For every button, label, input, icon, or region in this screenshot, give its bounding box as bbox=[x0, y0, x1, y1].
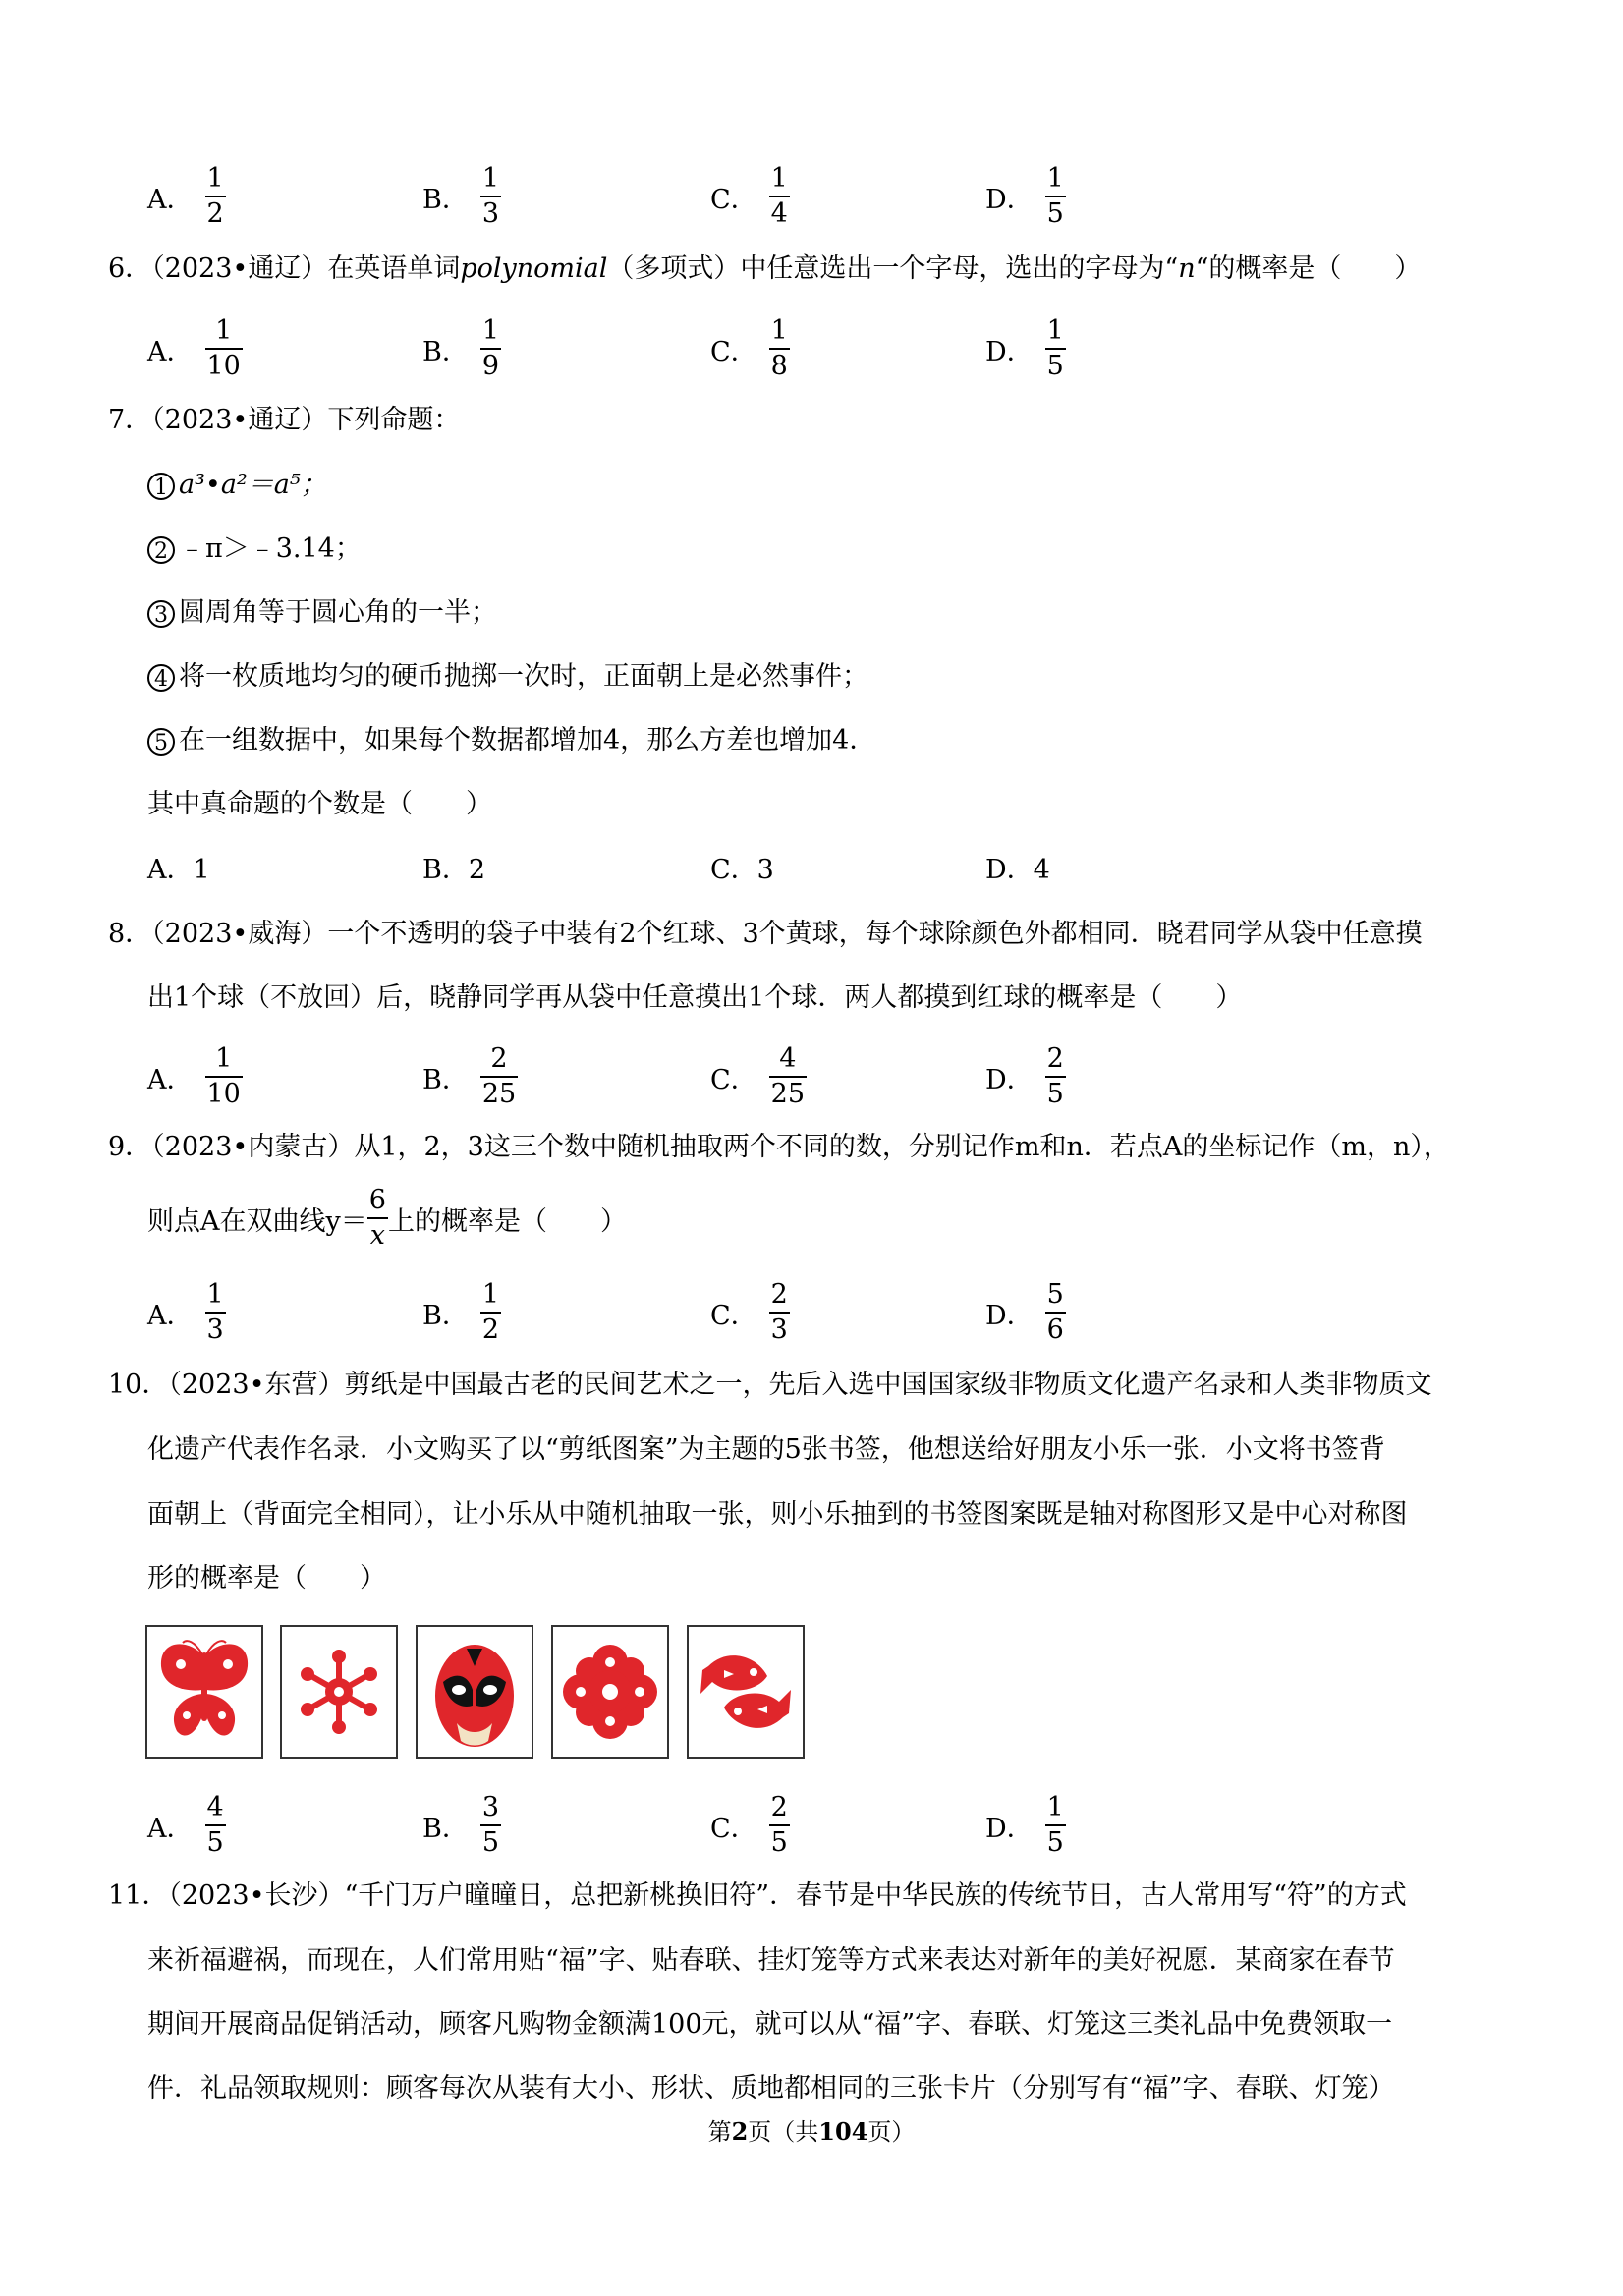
opera-mask-papercut-image bbox=[416, 1625, 533, 1759]
butterfly-papercut-image bbox=[145, 1625, 263, 1759]
q5-option-c[interactable]: C． $\frac{1}{4}$ bbox=[710, 163, 788, 229]
fraction: $\frac{1}{10}$ bbox=[206, 315, 241, 381]
fraction: $\frac{1}{5}$ bbox=[1046, 163, 1064, 229]
q7-item-4: 4 将一枚质地均匀的硬币抛掷一次时，正面朝上是必然事件； bbox=[147, 659, 868, 695]
q7-option-a[interactable]: A．1 bbox=[147, 855, 210, 885]
q9-options bbox=[147, 1273, 1523, 1352]
q6-option-d[interactable]: D． $\frac{1}{5}$ bbox=[985, 315, 1064, 381]
q8-line-2: 出1个球（不放回）后，晓静同学再从袋中任意摸出1个球．两人都摸到红球的概率是（ ） bbox=[147, 982, 1243, 1013]
q11-line-2: 来祈福避祸，而现在，人们常用贴“福”字、贴春联、挂灯笼等方式来表达对新年的美好祝愿．某商家在春节 bbox=[147, 1945, 1395, 1976]
page-footer: 第2页（共104页） bbox=[707, 2117, 916, 2146]
flower-papercut-image bbox=[551, 1625, 669, 1759]
fraction: $\frac{1}{5}$ bbox=[1046, 315, 1064, 381]
fraction: $\frac{1}{10}$ bbox=[206, 1043, 241, 1109]
q10-option-c[interactable]: C． $\frac{2}{5}$ bbox=[710, 1792, 788, 1858]
q7-item-1: 1 a³•a²＝a⁵； bbox=[147, 468, 327, 503]
q5-option-a[interactable]: A． $\frac{1}{2}$ bbox=[147, 163, 224, 229]
fraction: $\frac{2}{5}$ bbox=[770, 1792, 788, 1858]
q9-line-2: 则点A在双曲线y＝ $\frac{6}{x}$ 上的概率是（ ） bbox=[147, 1185, 627, 1251]
q10-option-a[interactable]: A． $\frac{4}{5}$ bbox=[147, 1792, 224, 1858]
q7-option-b[interactable]: B．2 bbox=[422, 855, 486, 885]
fraction: $\frac{1}{3}$ bbox=[206, 1279, 224, 1345]
q8-option-a[interactable]: A． $\frac{1}{10}$ bbox=[147, 1043, 241, 1109]
q6-option-b[interactable]: B． $\frac{1}{9}$ bbox=[422, 315, 500, 381]
flower-icon bbox=[553, 1627, 667, 1757]
fraction: $\frac{6}{x}$ bbox=[368, 1185, 386, 1251]
fraction: $\frac{1}{5}$ bbox=[1046, 1792, 1064, 1858]
q10-option-d[interactable]: D． $\frac{1}{5}$ bbox=[985, 1792, 1064, 1858]
q9-option-c[interactable]: C． $\frac{2}{3}$ bbox=[710, 1279, 788, 1345]
q8-line-1: 8．（2023•威海）一个不透明的袋子中装有2个红球、3个黄球，每个球除颜色外都相同．晓君同学从袋中任意摸 bbox=[108, 919, 1423, 949]
q7-item-3: 3 圆周角等于圆心角的一半； bbox=[147, 595, 497, 631]
q10-line-4: 形的概率是（ ） bbox=[147, 1563, 386, 1594]
fish-papercut-image bbox=[687, 1625, 805, 1759]
fraction: $\frac{1}{8}$ bbox=[770, 315, 788, 381]
fish-icon bbox=[689, 1627, 803, 1757]
q10-options bbox=[147, 1786, 1523, 1865]
fraction: $\frac{1}{2}$ bbox=[206, 163, 224, 229]
q10-line-1: 10．（2023•东营）剪纸是中国最古老的民间艺术之一，先后入选中国国家级非物质文化遗产名录和人类非物质文 bbox=[108, 1370, 1432, 1400]
q11-line-3: 期间开展商品促销活动，顾客凡购物金额满100元，就可以从“福”字、春联、灯笼这三类礼品中免费领取一 bbox=[147, 2009, 1393, 2040]
fraction: $\frac{1}{9}$ bbox=[481, 315, 500, 381]
fraction: $\frac{4}{5}$ bbox=[206, 1792, 224, 1858]
q9-option-d[interactable]: D． $\frac{5}{6}$ bbox=[985, 1279, 1064, 1345]
q7-question: 其中真命题的个数是（ ） bbox=[147, 789, 492, 819]
fraction: $\frac{3}{5}$ bbox=[481, 1792, 500, 1858]
q7-option-c[interactable]: C．3 bbox=[710, 855, 774, 885]
fraction: $\frac{2}{3}$ bbox=[770, 1279, 788, 1345]
q6-stem: 6．（2023•通辽）在英语单词polynomial（多项式）中任意选出一个字母，选出的字母为“n“的概率是（ ） bbox=[108, 253, 1422, 284]
snowflake-papercut-image bbox=[280, 1625, 398, 1759]
q11-line-1: 11．（2023•长沙）“千门万户曈曈日，总把新桃换旧符”．春节是中华民族的传统节日，古人常用写“符”的方式 bbox=[108, 1880, 1407, 1911]
q7-option-d[interactable]: D．4 bbox=[985, 855, 1050, 885]
q6-option-a[interactable]: A． $\frac{1}{10}$ bbox=[147, 315, 241, 381]
q9-line-1: 9．（2023•内蒙古）从1，2，3这三个数中随机抽取两个不同的数，分别记作m和n．若点A的坐标记作（m，n）， bbox=[108, 1132, 1450, 1162]
q8-option-b[interactable]: B． $\frac{2}{25}$ bbox=[422, 1043, 517, 1109]
q5-option-d[interactable]: D． $\frac{1}{5}$ bbox=[985, 163, 1064, 229]
q9-option-a[interactable]: A． $\frac{1}{3}$ bbox=[147, 1279, 224, 1345]
q6-options bbox=[147, 309, 1523, 388]
q10-option-b[interactable]: B． $\frac{3}{5}$ bbox=[422, 1792, 500, 1858]
fraction: $\frac{1}{2}$ bbox=[481, 1279, 500, 1345]
q11-line-4: 件．礼品领取规则：顾客每次从装有大小、形状、质地都相同的三张卡片（分别写有“福”字、春联、灯笼） bbox=[147, 2073, 1395, 2103]
snowflake-icon bbox=[282, 1627, 396, 1757]
q7-item-2: 2 ﹣π＞﹣3.14； bbox=[147, 532, 362, 567]
q8-option-d[interactable]: D． $\frac{2}{5}$ bbox=[985, 1043, 1064, 1109]
q9-option-b[interactable]: B． $\frac{1}{2}$ bbox=[422, 1279, 500, 1345]
q10-line-3: 面朝上（背面完全相同），让小乐从中随机抽取一张，则小乐抽到的书签图案既是轴对称图形又是中心对称图 bbox=[147, 1499, 1408, 1530]
fraction: $\frac{4}{25}$ bbox=[770, 1043, 806, 1109]
butterfly-icon bbox=[147, 1627, 261, 1757]
q5-option-b[interactable]: B． $\frac{1}{3}$ bbox=[422, 163, 500, 229]
q10-line-2: 化遗产代表作名录．小文购买了以“剪纸图案”为主题的5张书签，他想送给好朋友小乐一张．小文将书签背 bbox=[147, 1434, 1385, 1465]
fraction: $\frac{1}{3}$ bbox=[481, 163, 500, 229]
fraction: $\frac{1}{4}$ bbox=[770, 163, 788, 229]
q7-item-5: 5 在一组数据中，如果每个数据都增加4，那么方差也增加4． bbox=[147, 723, 875, 758]
fraction: $\frac{2}{5}$ bbox=[1046, 1043, 1064, 1109]
q7-stem: 7．（2023•通辽）下列命题： bbox=[108, 405, 461, 435]
fraction: $\frac{5}{6}$ bbox=[1046, 1279, 1064, 1345]
q8-options bbox=[147, 1037, 1523, 1116]
q8-option-c[interactable]: C． $\frac{4}{25}$ bbox=[710, 1043, 806, 1109]
fraction: $\frac{2}{25}$ bbox=[481, 1043, 517, 1109]
q6-option-c[interactable]: C． $\frac{1}{8}$ bbox=[710, 315, 788, 381]
opera-mask-icon bbox=[418, 1627, 532, 1757]
q5-options bbox=[147, 157, 1523, 236]
